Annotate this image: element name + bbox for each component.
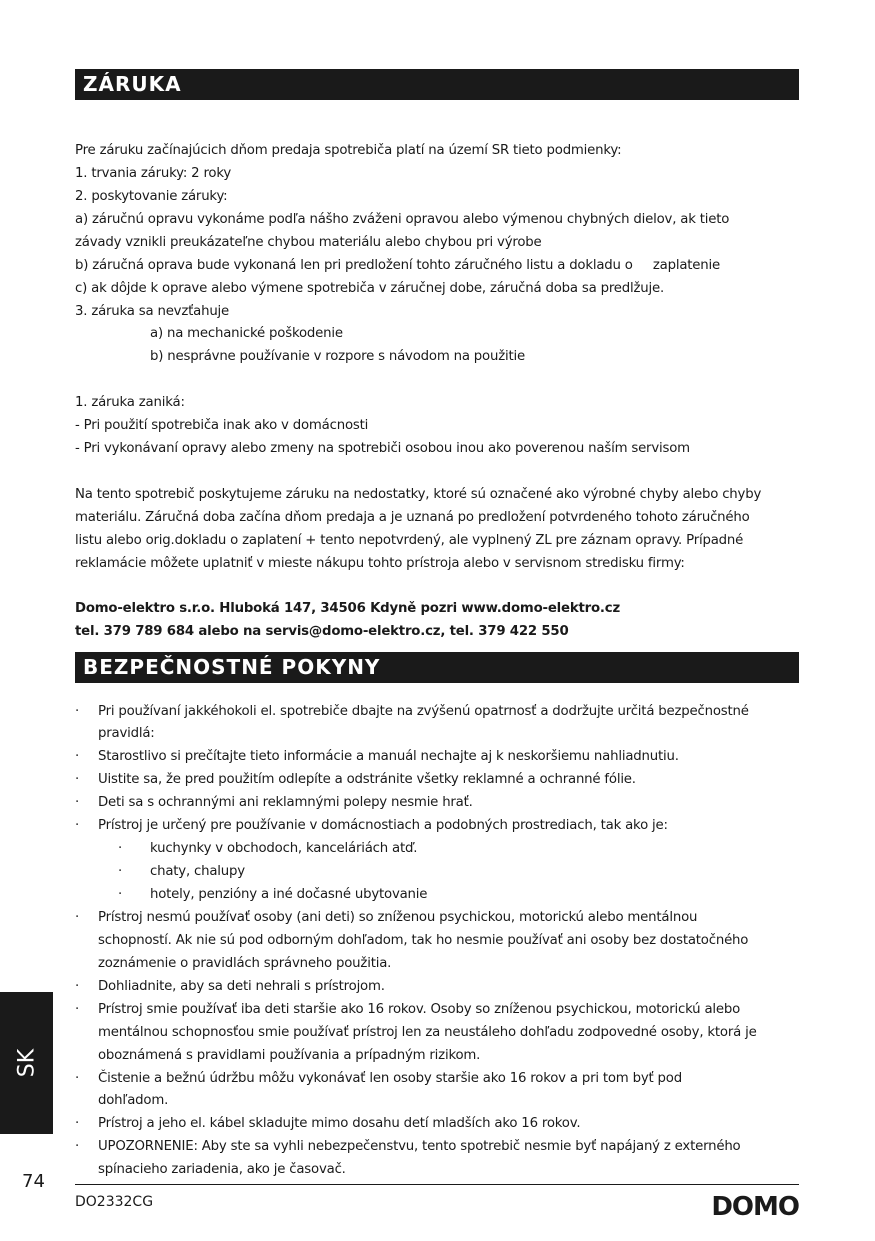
expiry-line: - Pri použití spotrebiča inak ako v domácnosti [75, 418, 369, 433]
safety-item: spínacieho zariadenia, ako je časovač. [98, 1162, 346, 1177]
bullet: · [75, 1116, 80, 1131]
footer-divider [75, 1184, 799, 1185]
language-tab [0, 992, 53, 1134]
safety-item: pravidlá: [98, 726, 155, 741]
sub-bullet: · [118, 841, 123, 856]
warranty-line: c) ak dôjde k oprave alebo výmene spotrebiča v záručnej dobe, záručná doba sa predlžuje. [75, 281, 665, 296]
warranty-line: Pre záruku začínajúcich dňom predaja spotrebiča platí na území SR tieto podmienky: [75, 143, 622, 158]
bullet: · [75, 772, 80, 787]
sub-bullet: · [118, 887, 123, 902]
safety-item: Čistenie a bežnú údržbu môžu vykonávať len osoby staršie ako 16 rokov a pri tom byť pod [98, 1071, 682, 1086]
warranty-line: 1. trvania záruky: 2 roky [75, 166, 232, 181]
safety-item: Dohliadnite, aby sa deti nehrali s prístrojom. [98, 979, 385, 994]
warranty-line: b) záručná oprava bude vykonaná len pri predložení tohto záručného listu a dokladu o zaplatenie [75, 258, 720, 273]
safety-item: dohľadom. [98, 1093, 169, 1108]
bullet: · [75, 979, 80, 994]
safety-item: Pri používaní jakkéhokoli el. spotrebiče dbajte na zvýšenú opatrnosť a dodržujte určitá bezpečnostné [98, 704, 749, 719]
safety-subitem: kuchynky v obchodoch, kanceláriách atď. [150, 841, 418, 856]
safety-item: Prístroj a jeho el. kábel skladujte mimo dosahu detí mladších ako 16 rokov. [98, 1116, 581, 1131]
safety-item: zoznámenie o pravidlách správneho použitia. [98, 956, 392, 971]
bullet: · [75, 749, 80, 764]
contact-line: Domo-elektro s.r.o. Hluboká 147, 34506 Kdyně pozri www.domo-elektro.cz [75, 601, 620, 616]
warranty-heading: ZÁRUKA [75, 69, 799, 100]
warranty-paragraph-line: Na tento spotrebič poskytujeme záruku na nedostatky, ktoré sú označené ako výrobné chyby alebo chyby [75, 487, 762, 502]
warranty-paragraph-line: reklamácie môžete uplatniť v mieste nákupu tohto prístroja alebo v servisnom stredisku firmy: [75, 556, 685, 571]
bullet: · [75, 795, 80, 810]
model-number: DO2332CG [75, 1194, 154, 1210]
warranty-paragraph-line: materiálu. Záručná doba začína dňom predaja a je uznaná po predložení potvrdeného tohoto záručného [75, 510, 750, 525]
warranty-subline: a) na mechanické poškodenie [150, 326, 343, 341]
warranty-subline: b) nesprávne používanie v rozpore s návodom na použitie [150, 349, 525, 364]
safety-item: UPOZORNENIE: Aby ste sa vyhli nebezpečenstvu, tento spotrebič nesmie byť napájaný z externého [98, 1139, 741, 1154]
safety-item: schopností. Ak nie sú pod odborným dohľadom, tak ho nesmie používať ani osoby bez dostatočného [98, 933, 749, 948]
safety-item: Prístroj je určený pre používanie v domácnostiach a podobných prostrediach, tak ako je: [98, 818, 668, 833]
safety-item: Uistite sa, že pred použitím odlepíte a odstránite všetky reklamné a ochranné fólie. [98, 772, 636, 787]
safety-heading: BEZPEČNOSTNÉ POKYNY [75, 652, 799, 683]
bullet: · [75, 1139, 80, 1154]
safety-item: Prístroj smie používať iba deti staršie ako 16 rokov. Osoby so zníženou psychickou, motorickú alebo [98, 1002, 741, 1017]
bullet: · [75, 818, 80, 833]
safety-item: Deti sa s ochrannými ani reklamnými polepy nesmie hrať. [98, 795, 473, 810]
safety-item: Starostlivo si prečítajte tieto informácie a manuál nechajte aj k neskoršiemu nahliadnutiu. [98, 749, 679, 764]
sub-bullet: · [118, 864, 123, 879]
bullet: · [75, 910, 80, 925]
expiry-line: - Pri vykonávaní opravy alebo zmeny na spotrebiči osobou inou ako poverenou naším servisom [75, 441, 690, 456]
brand-logo: DOMO [711, 1192, 799, 1222]
page-number: 74 [22, 1171, 45, 1192]
expiry-line: 1. záruka zaniká: [75, 395, 185, 410]
safety-subitem: chaty, chalupy [150, 864, 245, 879]
safety-item: oboznámená s pravidlami používania a prípadným rizikom. [98, 1048, 481, 1063]
warranty-line: závady vznikli preukázateľne chybou materiálu alebo chybou pri výrobe [75, 235, 542, 250]
contact-line: tel. 379 789 684 alebo na servis@domo-elektro.cz, tel. 379 422 550 [75, 624, 569, 639]
language-label: SK [14, 1048, 39, 1078]
warranty-line: a) záručnú opravu vykonáme podľa nášho zváženi opravou alebo výmenou chybných dielov, ak tieto [75, 212, 730, 227]
bullet: · [75, 1071, 80, 1086]
safety-item: mentálnou schopnosťou smie používať prístroj len za neustáleho dohľadu zodpovedné osoby, ktorá je [98, 1025, 757, 1040]
warranty-paragraph-line: listu alebo orig.dokladu o zaplatení + tento nepotvrdený, ale vyplnený ZL pre záznam opravy. Prípadné [75, 533, 744, 548]
bullet: · [75, 704, 80, 719]
safety-item: Prístroj nesmú používať osoby (ani deti) so zníženou psychickou, motorickú alebo mentálnou [98, 910, 698, 925]
bullet: · [75, 1002, 80, 1017]
safety-subitem: hotely, penzióny a iné dočasné ubytovanie [150, 887, 428, 902]
warranty-line: 2. poskytovanie záruky: [75, 189, 228, 204]
warranty-line: 3. záruka sa nevzťahuje [75, 304, 230, 319]
